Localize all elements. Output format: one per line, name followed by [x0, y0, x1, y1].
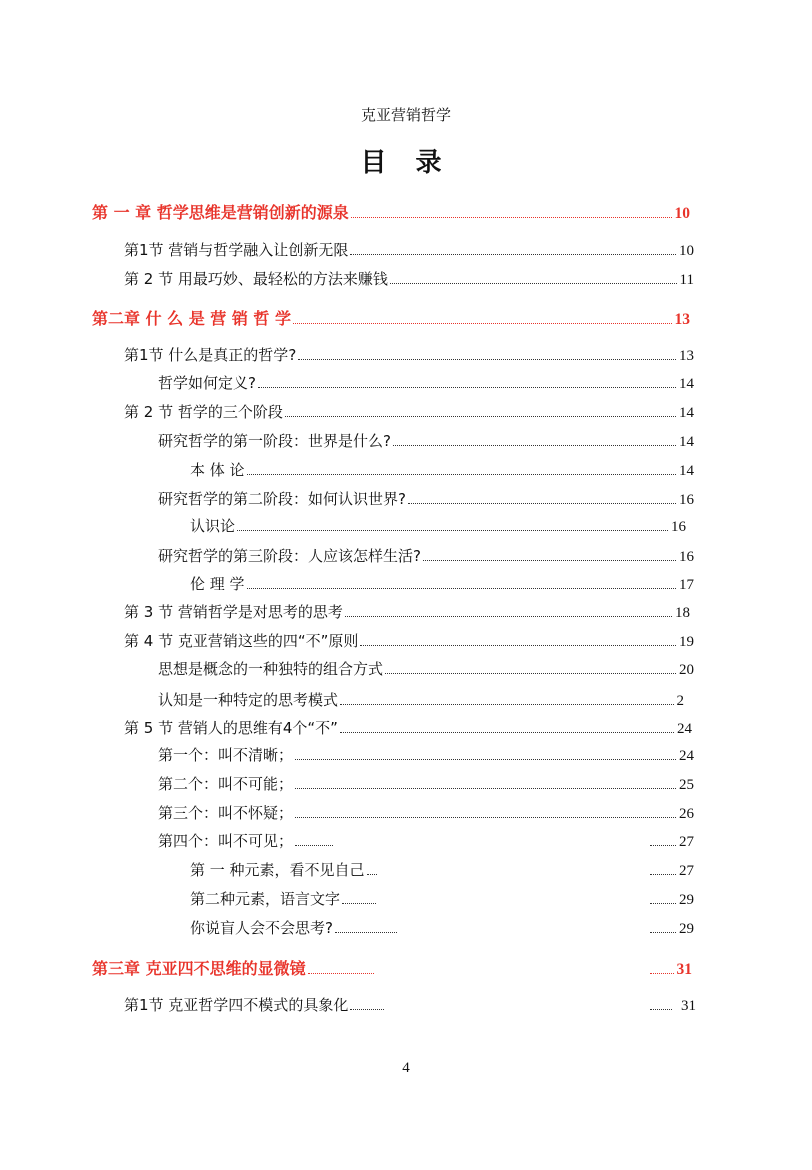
toc-subsection[interactable]: 第四个：叫不可见； 27 — [158, 832, 694, 850]
toc-subsubsection[interactable]: 你说盲人会不会思考? 29 — [190, 919, 694, 937]
toc-subsubsection[interactable]: 认识论 16 — [190, 517, 686, 535]
toc-section[interactable]: 第 2 节 用最巧妙、最轻松的方法来赚钱 11 — [124, 270, 694, 288]
toc-subsection[interactable]: 哲学如何定义? 14 — [158, 374, 694, 392]
toc-chapter-2[interactable]: 第二章 什 么 是 营 销 哲 学 13 — [92, 309, 690, 328]
toc-section[interactable]: 第 4 节 克亚营销这些的四“不”原则 19 — [124, 632, 694, 650]
toc-section[interactable]: 第1节 营销与哲学融入让创新无限 10 — [124, 241, 694, 259]
toc-section[interactable]: 第1节 克亚哲学四不模式的具象化 31 — [124, 996, 696, 1014]
toc-subsection[interactable]: 第一个：叫不清晰； 24 — [158, 746, 694, 764]
toc-section[interactable]: 第 5 节 营销人的思维有4个“不” 24 — [124, 719, 692, 737]
toc-chapter-1[interactable]: 第 一 章 哲学思维是营销创新的源泉 10 — [92, 203, 690, 222]
toc-chapter-3[interactable]: 第三章 克亚四不思维的显微镜 31 — [92, 959, 692, 978]
toc-subsubsection[interactable]: 第 一 种元素，看不见自己 27 — [190, 861, 694, 879]
toc-section[interactable]: 第 3 节 营销哲学是对思考的思考 18 — [124, 603, 690, 621]
toc-subsection[interactable]: 研究哲学的第三阶段：人应该怎样生活? 16 — [158, 547, 694, 565]
toc-subsection[interactable]: 思想是概念的一种独特的组合方式 20 — [158, 660, 694, 678]
toc-subsection[interactable]: 研究哲学的第一阶段：世界是什么? 14 — [158, 432, 694, 450]
toc-title: 目 录 — [360, 148, 452, 178]
toc-subsubsection[interactable]: 伦 理 学 17 — [190, 575, 694, 593]
toc-subsection[interactable]: 认知是一种特定的思考模式 2 — [158, 691, 684, 709]
book-title: 克亚营销哲学 — [360, 106, 451, 124]
toc-subsection[interactable]: 研究哲学的第二阶段：如何认识世界? 16 — [158, 490, 694, 508]
toc-subsection[interactable]: 第二个：叫不可能； 25 — [158, 775, 694, 793]
page-number: 4 — [402, 1060, 410, 1076]
toc-section[interactable]: 第1节 什么是真正的哲学? 13 — [124, 346, 694, 364]
toc-section[interactable]: 第 2 节 哲学的三个阶段 14 — [124, 403, 694, 421]
toc-subsection[interactable]: 第三个：叫不怀疑； 26 — [158, 804, 694, 822]
toc-subsubsection[interactable]: 本 体 论 14 — [190, 461, 694, 479]
toc-subsubsection[interactable]: 第二种元素，语言文字 29 — [190, 890, 694, 908]
